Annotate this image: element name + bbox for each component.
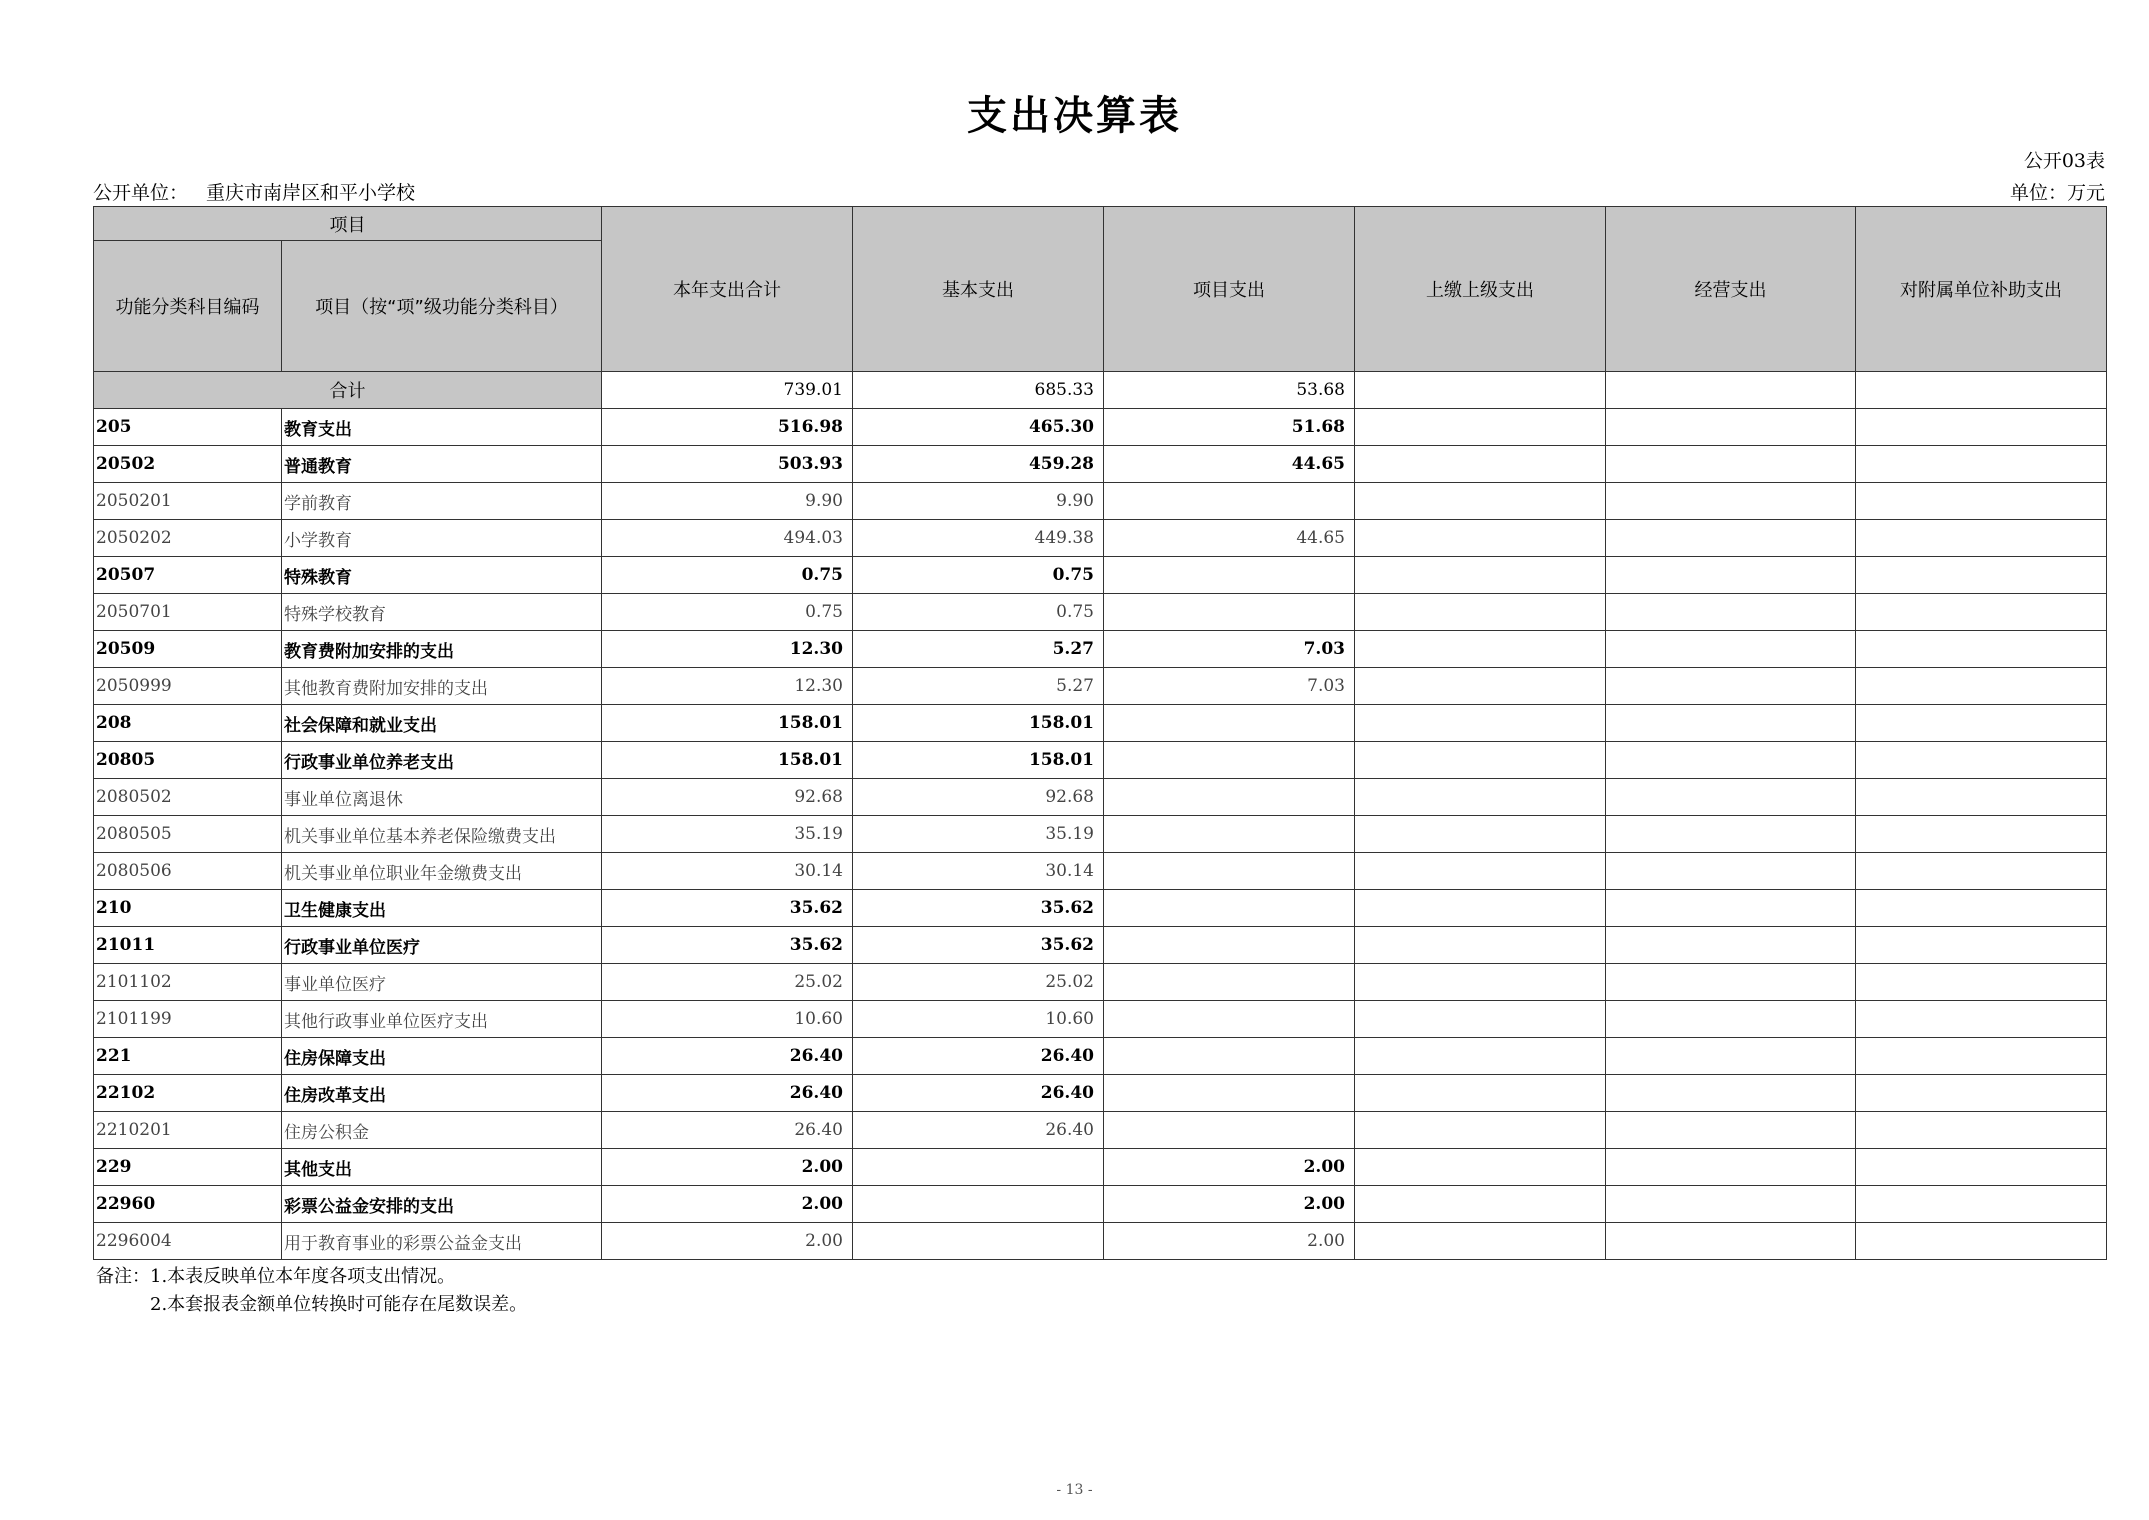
cell-code: 229 [94,1149,282,1186]
cell-total: 0.75 [602,594,853,631]
page-title: 支出决算表 [967,93,1182,139]
cell-subsidiary [1856,520,2107,557]
cell-basic: 5.27 [853,631,1104,668]
cell-subsidiary [1856,631,2107,668]
cell-subsidiary [1856,668,2107,705]
table-row [94,557,2107,594]
table-row [94,520,2107,557]
cell-project: 44.65 [1104,520,1355,557]
cell-code: 20805 [94,742,282,779]
cell-basic: 449.38 [853,520,1104,557]
cell-subsidiary [1856,1149,2107,1186]
cell-project: 44.65 [1104,446,1355,483]
cell-subsidiary [1856,446,2107,483]
cell-basic: 158.01 [853,742,1104,779]
cell-subsidiary [1856,1186,2107,1223]
cell-project [1104,594,1355,631]
cell-subsidiary [1856,1038,2107,1075]
cell-total: 35.19 [602,816,853,853]
cell-name: 机关事业单位职业年金缴费支出 [282,853,602,890]
cell-business [1606,668,1856,705]
cell-business [1606,1075,1856,1112]
cell-name: 其他教育费附加安排的支出 [282,668,602,705]
cell-name: 其他行政事业单位医疗支出 [282,1001,602,1038]
cell-upper [1355,779,1606,816]
cell-subsidiary [1856,594,2107,631]
cell-basic: 5.27 [853,668,1104,705]
cell-business [1606,964,1856,1001]
cell-business [1606,1038,1856,1075]
cell-upper [1355,409,1606,446]
table-row [94,1112,2107,1149]
cell-subsidiary [1856,816,2107,853]
cell-code: 20502 [94,446,282,483]
cell-total: 92.68 [602,779,853,816]
cell-business [1606,816,1856,853]
cell-project [1104,927,1355,964]
cell-business [1606,1186,1856,1223]
cell-project [1104,1075,1355,1112]
cell-basic: 0.75 [853,594,1104,631]
cell-code: 2050701 [94,594,282,631]
table-row [94,779,2107,816]
cell-code: 2101102 [94,964,282,1001]
table-row [94,927,2107,964]
cell-name: 社会保障和就业支出 [282,705,602,742]
cell-subsidiary [1856,964,2107,1001]
cell-business [1606,594,1856,631]
cell-business [1606,1001,1856,1038]
cell-upper [1355,520,1606,557]
cell-code: 2050202 [94,520,282,557]
cell-basic: 35.62 [853,927,1104,964]
cell-basic: 10.60 [853,1001,1104,1038]
cell-basic: 465.30 [853,409,1104,446]
cell-upper [1355,742,1606,779]
table-row [94,631,2107,668]
cell-code: 2080502 [94,779,282,816]
cell-upper [1355,483,1606,520]
cell-subsidiary [1856,557,2107,594]
cell-upper [1355,927,1606,964]
cell-basic: 25.02 [853,964,1104,1001]
total-cell-subsidiary [1856,372,2107,409]
cell-code: 2080506 [94,853,282,890]
cell-project [1104,705,1355,742]
cell-code: 221 [94,1038,282,1075]
cell-upper [1355,1075,1606,1112]
cell-business [1606,927,1856,964]
cell-upper [1355,1186,1606,1223]
cell-code: 2080505 [94,816,282,853]
table-row [94,1038,2107,1075]
table-row [94,1223,2107,1260]
table-row [94,1001,2107,1038]
table-row [94,742,2107,779]
cell-total: 12.30 [602,631,853,668]
cell-business [1606,742,1856,779]
cell-business [1606,890,1856,927]
cell-business [1606,1112,1856,1149]
cell-basic: 30.14 [853,853,1104,890]
cell-project: 2.00 [1104,1186,1355,1223]
cell-project: 7.03 [1104,668,1355,705]
cell-upper [1355,1149,1606,1186]
header-basic: 基本支出 [853,207,1104,372]
total-label: 合计 [94,372,602,409]
table-row [94,409,2107,446]
header-project: 项目 [94,207,602,241]
cell-name: 机关事业单位基本养老保险缴费支出 [282,816,602,853]
cell-project [1104,964,1355,1001]
cell-upper [1355,446,1606,483]
cell-business [1606,1223,1856,1260]
table-row [94,1186,2107,1223]
cell-name: 彩票公益金安排的支出 [282,1186,602,1223]
header-upper-remittance: 上缴上级支出 [1355,207,1606,372]
cell-code: 2050999 [94,668,282,705]
table-row [94,890,2107,927]
cell-basic: 26.40 [853,1075,1104,1112]
cell-business [1606,446,1856,483]
cell-name: 卫生健康支出 [282,890,602,927]
cell-business [1606,409,1856,446]
total-cell-total: 739.01 [602,372,853,409]
cell-code: 2101199 [94,1001,282,1038]
cell-subsidiary [1856,483,2107,520]
cell-project: 2.00 [1104,1149,1355,1186]
cell-code: 208 [94,705,282,742]
cell-name: 教育支出 [282,409,602,446]
cell-basic: 26.40 [853,1112,1104,1149]
cell-upper [1355,1001,1606,1038]
cell-upper [1355,668,1606,705]
cell-code: 2296004 [94,1223,282,1260]
cell-project: 51.68 [1104,409,1355,446]
reporting-unit [93,178,415,205]
cell-subsidiary [1856,853,2107,890]
header-project-expenditure: 项目支出 [1104,207,1355,372]
cell-total: 26.40 [602,1075,853,1112]
cell-project [1104,779,1355,816]
cell-total: 25.02 [602,964,853,1001]
header-total: 本年支出合计 [602,207,853,372]
cell-upper [1355,705,1606,742]
cell-upper [1355,557,1606,594]
total-row [94,372,2107,409]
unit-of-measure: 单位：万元 [2009,182,2105,204]
cell-subsidiary [1856,409,2107,446]
cell-basic: 26.40 [853,1038,1104,1075]
cell-project [1104,742,1355,779]
cell-total: 35.62 [602,890,853,927]
table-row [94,594,2107,631]
cell-name: 其他支出 [282,1149,602,1186]
cell-upper [1355,964,1606,1001]
cell-name: 特殊教育 [282,557,602,594]
cell-name: 事业单位医疗 [282,964,602,1001]
table-row [94,668,2107,705]
cell-upper [1355,631,1606,668]
table-row [94,964,2107,1001]
cell-project: 2.00 [1104,1223,1355,1260]
cell-business [1606,520,1856,557]
cell-name: 用于教育事业的彩票公益金支出 [282,1223,602,1260]
cell-subsidiary [1856,1075,2107,1112]
cell-project [1104,890,1355,927]
cell-total: 9.90 [602,483,853,520]
cell-total: 158.01 [602,742,853,779]
cell-name: 事业单位离退休 [282,779,602,816]
cell-project [1104,853,1355,890]
cell-project [1104,1001,1355,1038]
cell-name: 住房公积金 [282,1112,602,1149]
cell-total: 12.30 [602,668,853,705]
table-row [94,483,2107,520]
cell-business [1606,631,1856,668]
cell-upper [1355,890,1606,927]
cell-upper [1355,853,1606,890]
cell-subsidiary [1856,927,2107,964]
cell-business [1606,705,1856,742]
header-code: 功能分类科目编码 [94,241,282,372]
cell-project [1104,816,1355,853]
table-row [94,853,2107,890]
note-2: 2.本套报表金额单位转换时可能存在尾数误差。 [150,1294,528,1315]
cell-basic: 35.19 [853,816,1104,853]
cell-name: 小学教育 [282,520,602,557]
cell-total: 10.60 [602,1001,853,1038]
cell-business [1606,483,1856,520]
total-cell-project: 53.68 [1104,372,1355,409]
cell-total: 2.00 [602,1149,853,1186]
reporting-unit-label: 公开单位： [93,182,189,204]
cell-subsidiary [1856,1223,2107,1260]
cell-total: 158.01 [602,705,853,742]
cell-project [1104,557,1355,594]
cell-basic: 0.75 [853,557,1104,594]
note-1: 备注：1.本表反映单位本年度各项支出情况。 [96,1266,456,1287]
cell-project [1104,1112,1355,1149]
cell-code: 205 [94,409,282,446]
reporting-unit-name: 重庆市南岸区和平小学校 [206,182,416,204]
page-number: - 13 - [1056,1482,1093,1498]
table-row [94,1075,2107,1112]
expenditure-table [93,206,2107,1260]
total-cell-business [1606,372,1856,409]
cell-name: 普通教育 [282,446,602,483]
cell-total: 35.62 [602,927,853,964]
cell-name: 行政事业单位医疗 [282,927,602,964]
table-row [94,446,2107,483]
cell-total: 0.75 [602,557,853,594]
cell-total: 494.03 [602,520,853,557]
cell-basic: 459.28 [853,446,1104,483]
cell-basic: 92.68 [853,779,1104,816]
cell-subsidiary [1856,1001,2107,1038]
cell-name: 住房改革支出 [282,1075,602,1112]
cell-basic: 158.01 [853,705,1104,742]
cell-code: 210 [94,890,282,927]
cell-basic [853,1186,1104,1223]
cell-business [1606,853,1856,890]
cell-code: 20509 [94,631,282,668]
cell-upper [1355,1223,1606,1260]
cell-basic [853,1149,1104,1186]
cell-code: 22960 [94,1186,282,1223]
table-row [94,1149,2107,1186]
cell-code: 22102 [94,1075,282,1112]
cell-code: 21011 [94,927,282,964]
cell-basic: 9.90 [853,483,1104,520]
cell-basic [853,1223,1104,1260]
cell-business [1606,1149,1856,1186]
cell-code: 2050201 [94,483,282,520]
cell-business [1606,557,1856,594]
cell-total: 2.00 [602,1186,853,1223]
cell-total: 516.98 [602,409,853,446]
total-cell-upper [1355,372,1606,409]
cell-project: 7.03 [1104,631,1355,668]
total-cell-basic: 685.33 [853,372,1104,409]
cell-upper [1355,1038,1606,1075]
cell-total: 30.14 [602,853,853,890]
cell-total: 26.40 [602,1038,853,1075]
cell-code: 20507 [94,557,282,594]
cell-name: 教育费附加安排的支出 [282,631,602,668]
cell-name: 特殊学校教育 [282,594,602,631]
cell-name: 行政事业单位养老支出 [282,742,602,779]
table-row [94,816,2107,853]
cell-project [1104,483,1355,520]
cell-name: 住房保障支出 [282,1038,602,1075]
cell-upper [1355,594,1606,631]
cell-subsidiary [1856,779,2107,816]
table-row [94,705,2107,742]
header-subsidiary: 对附属单位补助支出 [1856,207,2107,372]
header-business: 经营支出 [1606,207,1856,372]
cell-subsidiary [1856,1112,2107,1149]
cell-total: 2.00 [602,1223,853,1260]
cell-total: 503.93 [602,446,853,483]
cell-project [1104,1038,1355,1075]
cell-subsidiary [1856,705,2107,742]
table-number: 公开03表 [2023,150,2105,172]
cell-upper [1355,816,1606,853]
cell-subsidiary [1856,742,2107,779]
cell-total: 26.40 [602,1112,853,1149]
cell-name: 学前教育 [282,483,602,520]
cell-code: 2210201 [94,1112,282,1149]
header-name: 项目（按“项”级功能分类科目） [282,241,602,372]
cell-upper [1355,1112,1606,1149]
cell-business [1606,779,1856,816]
cell-basic: 35.62 [853,890,1104,927]
cell-subsidiary [1856,890,2107,927]
